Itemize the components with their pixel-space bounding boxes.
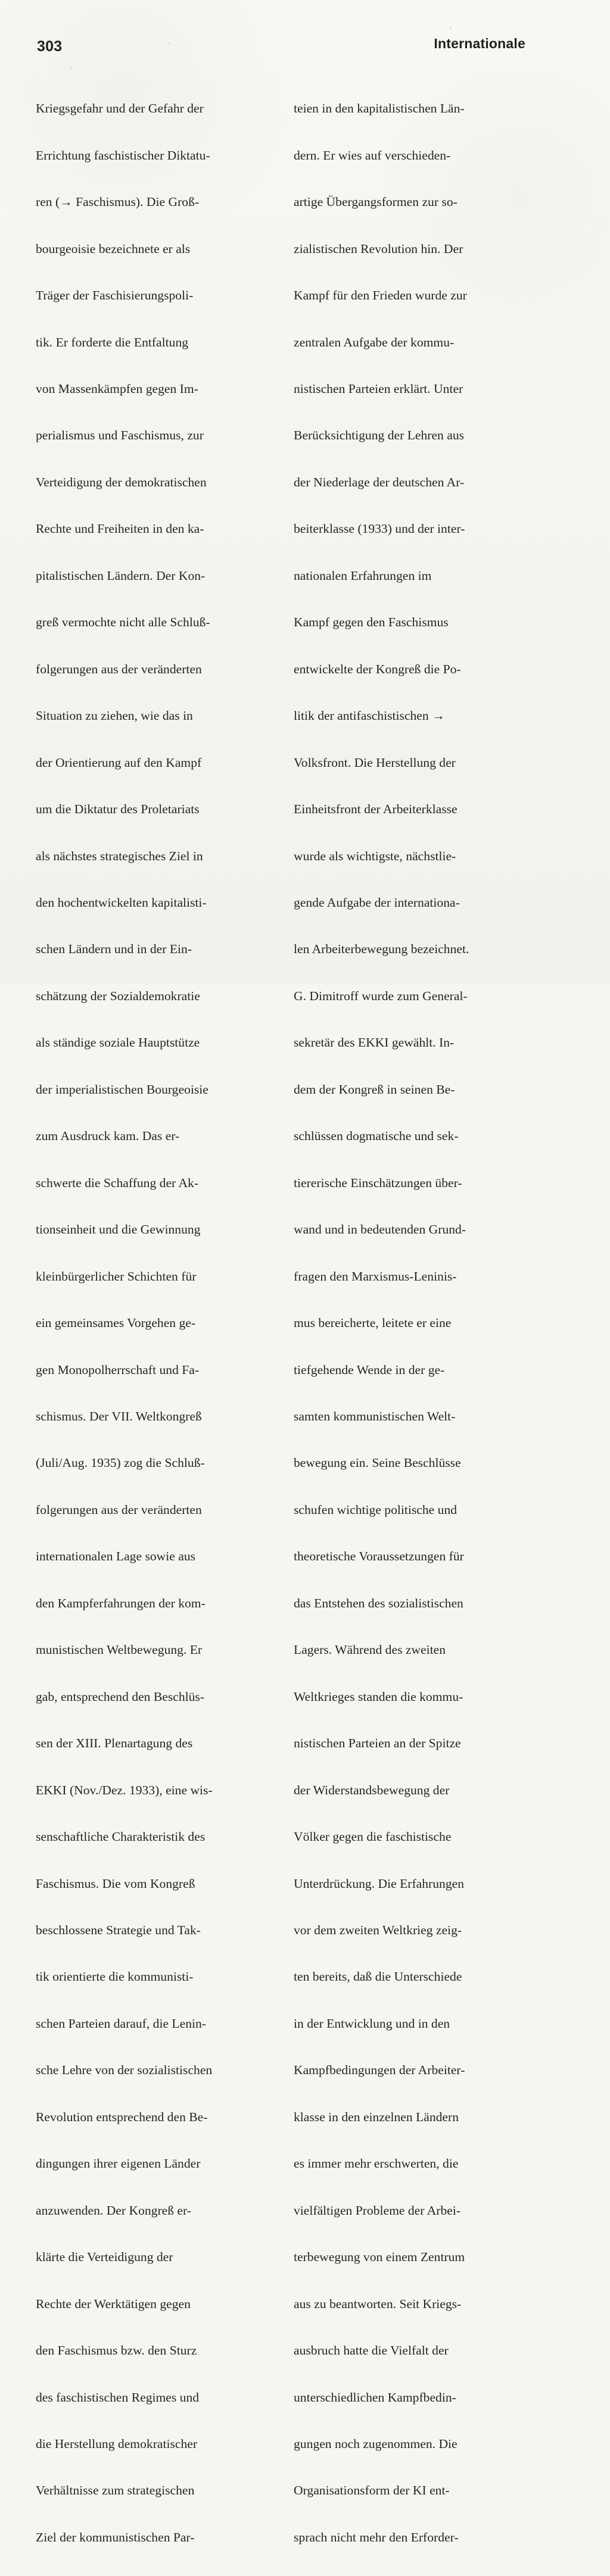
text-line: Organisationsform der KI ent- (294, 2483, 450, 2498)
text-line: Einheitsfront der Arbeiterklasse (294, 802, 458, 817)
text-line: Unterdrückung. Die Erfahrungen (294, 1876, 465, 1891)
text-line: den Faschismus bzw. den Sturz (36, 2343, 197, 2358)
text-line: sche Lehre von der sozialistischen (36, 2063, 213, 2078)
print-speck (168, 42, 170, 44)
text-line: als nächstes strategisches Ziel in (36, 848, 203, 863)
text-line: Errichtung faschistischer Diktatu- (36, 148, 210, 163)
text-line: vor dem zweiten Weltkrieg zeig- (294, 1922, 462, 1937)
text-line: G. Dimitroff wurde zum General- (294, 988, 468, 1003)
text-line: ausbruch hatte die Vielfalt der (294, 2343, 449, 2358)
text-line: (Juli/Aug. 1935) zog die Schluß- (36, 1456, 205, 1470)
text-line: Ziel der kommunistischen Par- (36, 2530, 195, 2544)
text-line: Situation zu ziehen, wie das in (36, 708, 193, 723)
text-line: Faschismus. Die vom Kongreß (36, 1876, 195, 1891)
text-line: Weltkrieges standen die kommu- (294, 1689, 463, 1704)
text-line: tiererische Einschätzungen über- (294, 1175, 462, 1190)
text-line: von Massenkämpfen gegen Im- (36, 382, 198, 396)
text-line: des faschistischen Regimes und (36, 2390, 200, 2405)
left-text-column (36, 70, 280, 2576)
text-line: nationalen Erfahrungen im (294, 568, 432, 583)
text-line: Kampf für den Frieden wurde zur (294, 288, 467, 303)
text-line: Kampf gegen den Faschismus (294, 615, 449, 630)
text-line: internationalen Lage sowie aus (36, 1549, 196, 1564)
text-line: Revolution entsprechend den Be- (36, 2109, 208, 2124)
text-line: dingungen ihrer eigenen Länder (36, 2156, 201, 2171)
text-line: Kriegsgefahr und der Gefahr der (36, 101, 204, 116)
text-line: bourgeoisie bezeichnete er als (36, 241, 191, 256)
text-line: in der Entwicklung und in den (294, 2016, 450, 2031)
text-line: Verteidigung der demokratischen (36, 474, 207, 489)
text-line: munistischen Weltbewegung. Er (36, 1643, 203, 1657)
text-line: gende Aufgabe der internationa- (294, 895, 460, 910)
text-line: bewegung ein. Seine Beschlüsse (294, 1456, 461, 1470)
text-line: zentralen Aufgabe der kommu- (294, 335, 455, 349)
text-line: greß vermochte nicht alle Schluß- (36, 615, 210, 630)
text-line: gab, entsprechend den Beschlüs- (36, 1689, 205, 1704)
text-line: terbewegung von einem Zentrum (294, 2250, 465, 2265)
text-line: Lagers. Während des zweiten (294, 1643, 446, 1657)
text-line: folgerungen aus der veränderten (36, 661, 202, 676)
text-line: wand und in bedeutenden Grund- (294, 1222, 466, 1237)
text-line: der Widerstandsbewegung der (294, 1782, 450, 1797)
text-line: Volksfront. Die Herstellung der (294, 755, 456, 770)
text-line: tik orientierte die kommunisti- (36, 1969, 194, 1984)
text-line: samten kommunistischen Welt- (294, 1409, 456, 1423)
text-line: len Arbeiterbewegung bezeichnet. (294, 942, 469, 957)
text-line: schen Parteien darauf, die Lenin- (36, 2016, 206, 2031)
text-line: gungen noch zugenommen. Die (294, 2436, 458, 2451)
text-line: die Herstellung demokratischer (36, 2436, 198, 2451)
text-line: sprach nicht mehr den Erforder- (294, 2530, 459, 2544)
text-line: perialismus und Faschismus, zur (36, 428, 204, 443)
text-line: Rechte und Freiheiten in den ka- (36, 522, 204, 536)
text-line: tik. Er forderte die Entfaltung (36, 335, 189, 349)
text-line: ten bereits, daß die Unterschiede (294, 1969, 462, 1984)
text-line: beschlossene Strategie und Tak- (36, 1922, 201, 1937)
text-line: tionseinheit und die Gewinnung (36, 1222, 201, 1237)
text-line: wurde als wichtigste, nächstlie- (294, 848, 456, 863)
text-line: um die Diktatur des Proletariats (36, 802, 200, 817)
text-line: folgerungen aus der veränderten (36, 1502, 202, 1517)
text-line: Träger der Faschisierungspoli- (36, 288, 194, 303)
text-line: zialistischen Revolution hin. Der (294, 241, 463, 256)
text-line: schlüssen dogmatische und sek- (294, 1129, 459, 1144)
text-line: anzuwenden. Der Kongreß er- (36, 2203, 191, 2218)
text-line: pitalistischen Ländern. Der Kon- (36, 568, 206, 583)
print-speck (70, 67, 72, 69)
text-line: mus bereicherte, leitete er eine (294, 1316, 452, 1331)
text-line: sen der XIII. Plenartagung des (36, 1736, 193, 1751)
text-line: es immer mehr erschwerten, die (294, 2156, 459, 2171)
text-line: unterschiedlichen Kampfbedin- (294, 2390, 456, 2405)
text-line: litik der antifaschistischen → (294, 708, 445, 723)
text-line: der imperialistischen Bourgeoisie (36, 1082, 208, 1097)
text-line: nistischen Parteien erklärt. Unter (294, 382, 463, 396)
text-line: ren (→ Faschismus). Die Groß- (36, 195, 200, 210)
text-line: der Niederlage der deutschen Ar- (294, 474, 465, 489)
text-line: sekretär des EKKI gewählt. In- (294, 1035, 455, 1050)
page-header-title: Internationale (434, 36, 525, 51)
text-line: teien in den kapitalistischen Län- (294, 101, 465, 116)
text-line: schwerte die Schaffung der Ak- (36, 1175, 199, 1190)
text-line: vielfältigen Probleme der Arbei- (294, 2203, 461, 2218)
text-line: der Orientierung auf den Kampf (36, 755, 202, 770)
text-line: Völker gegen die faschistische (294, 1829, 452, 1844)
text-line: schufen wichtige politische und (294, 1502, 458, 1517)
text-line: zum Ausdruck kam. Das er- (36, 1129, 180, 1144)
text-line: EKKI (Nov./Dez. 1933), eine wis- (36, 1782, 213, 1797)
text-line: senschaftliche Charakteristik des (36, 1829, 206, 1844)
text-line: entwickelte der Kongreß die Po- (294, 661, 461, 676)
print-speck (450, 27, 452, 29)
text-line: artige Übergangsformen zur so- (294, 195, 458, 210)
text-line: nistischen Parteien an der Spitze (294, 1736, 461, 1751)
text-line: kleinbürgerlicher Schichten für (36, 1269, 197, 1284)
text-line: als ständige soziale Hauptstütze (36, 1035, 200, 1050)
text-line: den hochentwickelten kapitalisti- (36, 895, 207, 910)
text-line: den Kampferfahrungen der kom- (36, 1595, 206, 1610)
text-line: dern. Er wies auf verschieden- (294, 148, 451, 163)
text-line: klasse in den einzelnen Ländern (294, 2109, 459, 2124)
text-line: ein gemeinsames Vorgehen ge- (36, 1316, 196, 1331)
text-line: Verhältnisse zum strategischen (36, 2483, 195, 2498)
right-text-column (294, 70, 538, 2576)
text-line: dem der Kongreß in seinen Be- (294, 1082, 455, 1097)
text-line: aus zu beantworten. Seit Kriegs- (294, 2296, 462, 2311)
text-line: Rechte der Werktätigen gegen (36, 2296, 191, 2311)
text-line: theoretische Voraussetzungen für (294, 1549, 464, 1564)
text-line: schen Ländern und in der Ein- (36, 942, 192, 957)
text-line: klärte die Verteidigung der (36, 2250, 173, 2265)
text-line: gen Monopolherrschaft und Fa- (36, 1362, 200, 1377)
text-line: beiterklasse (1933) und der inter- (294, 522, 465, 536)
text-line: tiefgehende Wende in der ge- (294, 1362, 445, 1377)
text-line: das Entstehen des sozialistischen (294, 1595, 463, 1610)
text-line: fragen den Marxismus-Leninis- (294, 1269, 457, 1284)
text-line: schätzung der Sozialdemokratie (36, 988, 200, 1003)
text-line: Berücksichtigung der Lehren aus (294, 428, 465, 443)
text-line: Kampfbedingungen der Arbeiter- (294, 2063, 465, 2078)
page-number: 303 (37, 38, 63, 55)
text-line: schismus. Der VII. Weltkongreß (36, 1409, 202, 1423)
